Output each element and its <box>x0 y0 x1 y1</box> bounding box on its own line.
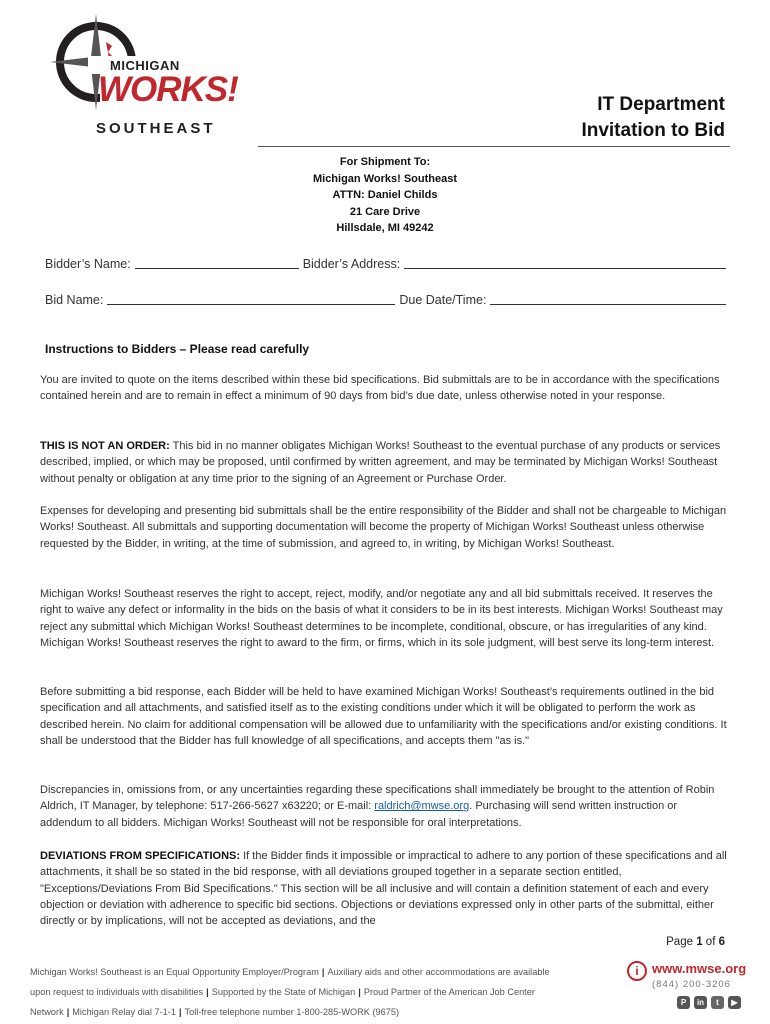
email-link[interactable]: raldrich@mwse.org <box>374 800 470 813</box>
shipment-heading: For Shipment To: <box>339 156 431 168</box>
deviations-heading: DEVIATIONS FROM SPECIFICATIONS: <box>40 850 241 862</box>
paragraph-deviations <box>40 848 732 929</box>
shipment-address <box>0 154 770 237</box>
title-line-1: IT Department <box>597 94 725 115</box>
michigan-works-logo <box>48 12 248 142</box>
page-current: 1 <box>696 936 703 948</box>
logo-michigan-text: MICHIGAN <box>110 58 180 73</box>
footer-supported: Supported by the State of Michigan <box>211 987 356 997</box>
instructions-heading: Instructions to Bidders – Please read carefully <box>45 342 310 356</box>
deviations-text: If the Bidder finds it impossible or impractical to adhere to any portion of these specifications and all attachments, it shall be so stated in the bid response, with all deviations grouped together in a separate section entitled, "Exceptions/Deviations From Bid Specifications." This section will be all inclusive and will contain a definition statement of each and every objection or deviation with adherence to specific bid sections. Objections or deviations expressed only in other parts of the submittal, either directly or by implications, will not be accepted as deviations, and the <box>40 850 727 928</box>
bid-fields-row <box>45 292 730 307</box>
discrepancies-text-b: . Purchasing will send written instruction or addendum to all bidders. Michigan Works! Southeast will not be responsible for oral interpretations. <box>40 800 678 829</box>
footer-aux: Auxiliary aids and other accommodations are available <box>327 967 550 977</box>
not-an-order-heading: THIS IS NOT AN ORDER: <box>40 440 170 452</box>
header-divider <box>258 146 730 147</box>
footer-network: Network <box>30 1007 64 1017</box>
not-an-order-text: This bid in no manner obligates Michigan Works! Southeast to the eventual purchase of any products or services described, implied, or which may be proposed, until confirmed by written agreement, and may be terminated by Michigan Works! Southeast without penalty or obligation at any time prior to the signing of an Agreement or Purchase Order. <box>40 440 721 485</box>
logo-works-text: WORKS! <box>98 70 238 109</box>
paragraph-examination: Before submitting a bid response, each Bidder will be held to have examined Michigan Works! Southeast’s requirements outlined in the bid specification and all attachments, and satisfied itself as to the existing conditions under which it will be obligated to perform the work as described herein. No claim for additional compensation will be allowed due to unfamiliarity with the specifications and/or existing conditions. It shall be understood that the Bidder has full knowledge of all specifications, and accepts them "as is." <box>40 686 727 747</box>
page-of: of <box>702 936 719 948</box>
footer-tollfree: Toll-free telephone number 1-800-285-WORK (9675) <box>184 1007 400 1017</box>
due-date-label: Due Date/Time: <box>399 293 487 307</box>
logo-southeast-text: SOUTHEAST <box>96 120 216 137</box>
bidder-address-label: Bidder’s Address: <box>302 257 401 271</box>
footer-eoe: Michigan Works! Southeast is an Equal Opportunity Employer/Program <box>30 967 319 977</box>
info-icon: i <box>627 961 647 981</box>
shipment-attn: ATTN: Daniel Childs <box>332 189 438 201</box>
page-prefix: Page <box>666 936 697 948</box>
bid-name-field[interactable] <box>107 292 395 305</box>
footer-partner: Proud Partner of the American Job Center <box>363 987 535 997</box>
shipment-city: Hillsdale, MI 49242 <box>336 222 434 234</box>
paragraph-not-an-order <box>40 438 732 487</box>
bidder-name-label: Bidder’s Name: <box>45 257 131 271</box>
paragraph-rights: Michigan Works! Southeast reserves the right to accept, reject, modify, and/or negotiate any and all bid submittals received. It reserves the right to waive any defect or informality in the bids on the basis of what it considers to be in its best interests. Michigan Works! Southeast may reject any submittal which Michigan Works! Southeast determines to be incomplete, conditional, obscure, or has irregularities of any kind. Michigan Works! Southeast reserves the right to award to the firm, or firms, which in its sole judgment, will best serve its long-term interest. <box>40 588 723 649</box>
paragraph-expenses: Expenses for developing and presenting bid submittals shall be the entire responsibility of the Bidder and shall not be chargeable to Michigan Works! Southeast. All submittals and supporting documentation will become the property of Michigan Works! Southeast unless otherwise requested by the Bidder, in writing, at the time of submission, and agreed to, in writing, by Michigan Works! Southeast. <box>40 505 727 550</box>
paragraph-invitation: You are invited to quote on the items described within these bid specifications. Bid submittals are to be in accordance with the specifications contained herein and are to remain in effect a minimum of 90 days from bid’s due date, unless otherwise noted in your response. <box>40 374 720 403</box>
shipment-org: Michigan Works! Southeast <box>312 172 458 185</box>
bidder-name-field[interactable] <box>135 256 299 269</box>
twitter-icon[interactable]: t <box>711 996 724 1009</box>
footer-text <box>30 962 610 1022</box>
footer-line-1: Michigan Works! Southeast is an Equal Opportunity Employer/Program | Auxiliary aids and other accommodations are available <box>30 967 550 977</box>
bid-name-label: Bid Name: <box>45 293 104 307</box>
youtube-icon[interactable]: ▶ <box>728 996 741 1009</box>
shipment-street: 21 Care Drive <box>349 205 421 218</box>
bidder-address-field[interactable] <box>404 256 726 269</box>
paragraph-discrepancies <box>40 782 732 831</box>
page-number <box>666 936 725 948</box>
page-total: 6 <box>718 936 725 948</box>
bidder-fields-row <box>45 256 730 271</box>
doc-title <box>581 92 725 144</box>
due-date-field[interactable] <box>490 292 726 305</box>
footer-line-2: upon request to individuals with disabilities | Supported by the State of Michigan | Proud Partner of the American Job Center <box>30 987 535 997</box>
linkedin-icon[interactable]: in <box>694 996 707 1009</box>
website-link[interactable]: www.mwse.org <box>652 961 747 976</box>
footer-line-3: Network | Michigan Relay dial 7-1-1 | Toll-free telephone number 1-800-285-WORK (9675) <box>30 1007 400 1017</box>
footer-request: upon request to individuals with disabilities <box>30 987 204 997</box>
discrepancies-text-a: Discrepancies in, omissions from, or any uncertainties regarding these specifications shall immediately be brought to the attention of Robin Aldrich, IT Manager, by telephone: 517-266-5627 x63220; or E-mail: <box>40 784 715 813</box>
footer-relay: Michigan Relay dial 7-1-1 <box>72 1007 176 1017</box>
pinterest-icon[interactable]: P <box>677 996 690 1009</box>
footer-phone: (844) 200-3206 <box>652 979 731 990</box>
title-line-2: Invitation to Bid <box>581 120 725 141</box>
